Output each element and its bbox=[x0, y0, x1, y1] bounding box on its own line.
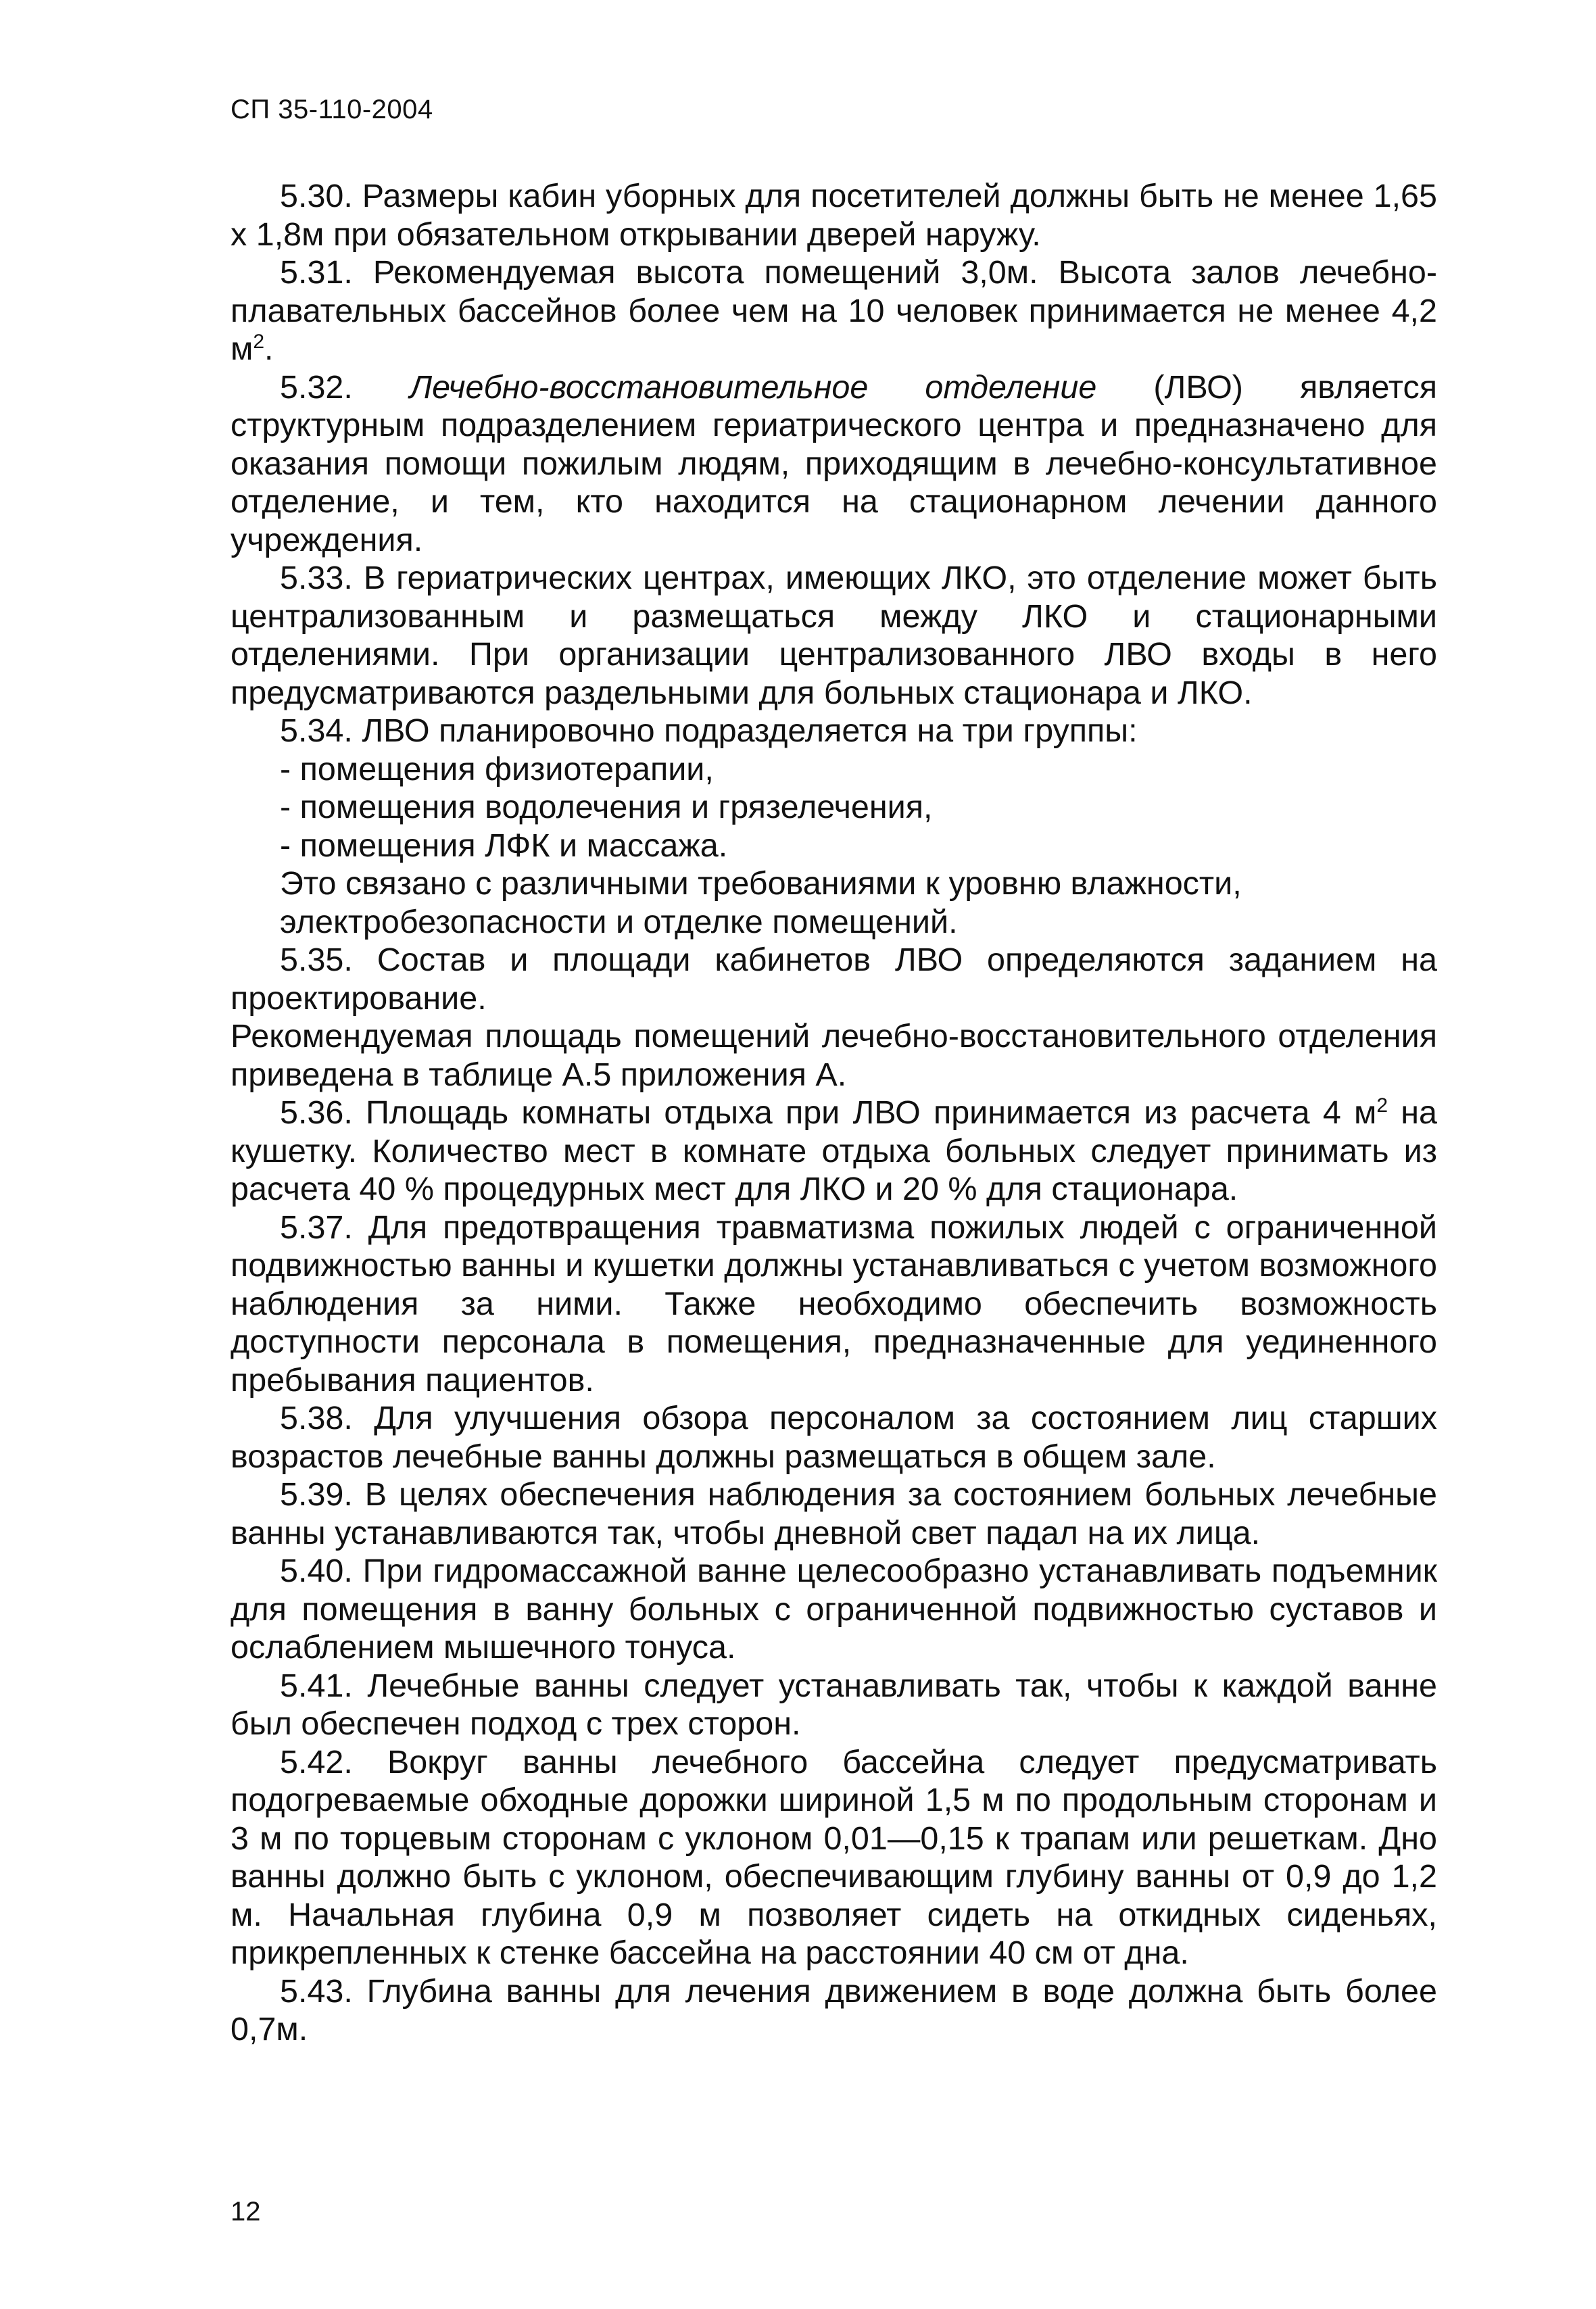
paragraph-5-36 bbox=[231, 1094, 1437, 1209]
paragraph-5-30: 5.30. Размеры кабин уборных для посетителей должны быть не менее 1,65 х 1,8м при обязательном открывании дверей наружу. bbox=[231, 178, 1437, 253]
paragraph-5-33: 5.33. В гериатрических центрах, имеющих ЛКО, это отделение может быть централизованным и размещаться между ЛКО и стационарными отделениями. При организации централизованного ЛВО входы в него предусматриваются раздельными для больных стационара и ЛКО. bbox=[231, 560, 1437, 711]
paragraph-5-32-text: (ЛВО) является структурным подразделением гериатрического центра и предназначено для оказания помощи пожилым людям, приходящим в лечебно-консультативное отделение, и тем, кто находится на стационарном лечении данного учреждения. bbox=[231, 368, 1437, 558]
paragraph-5-38: 5.38. Для улучшения обзора персоналом за состоянием лиц старших возрастов лечебные ванны должны размещаться в общем зале. bbox=[231, 1400, 1437, 1475]
paragraph-5-31-end: . bbox=[264, 331, 274, 367]
paragraph-5-31-text: 5.31. Рекомендуемая высота помещений 3,0м. Высота залов лечебно-плавательных бассейнов более чем на 10 человек принимается не менее 4,2 м bbox=[231, 254, 1437, 367]
paragraph-5-42: 5.42. Вокруг ванны лечебного бассейна следует предусматривать подогреваемые обходные дорожки шириной 1,5 м по продольным сторонам и 3 м по торцевым сторонам с уклоном 0,01—0,15 к трапам или решеткам. Дно ванны должно быть с уклоном, обеспечивающим глубину ванны от 0,9 до 1,2 м. Начальная глубина 0,9 м позволяет сидеть на откидных сиденьях, прикрепленных к стенке бассейна на расстоянии 40 см от дна. bbox=[231, 1743, 1437, 1971]
paragraph-5-35: 5.35. Состав и площади кабинетов ЛВО определяются заданием на проектирование. bbox=[231, 942, 1437, 1017]
document-body bbox=[231, 177, 1437, 2049]
paragraph-5-32 bbox=[231, 368, 1437, 560]
note-line-2: электробезопасности и отделке помещений. bbox=[280, 903, 958, 940]
document-code-header: СП 35-110-2004 bbox=[231, 95, 433, 124]
paragraph-5-40: 5.40. При гидромассажной ванне целесообразно устанавливать подъемник для помещения в ванну больных с ограниченной подвижностью суставов и ослаблением мышечного тонуса. bbox=[231, 1553, 1437, 1666]
paragraph-5-39: 5.39. В целях обеспечения наблюдения за состоянием больных лечебные ванны устанавливаются так, чтобы дневной свет падал на их лица. bbox=[231, 1476, 1437, 1551]
page-number: 12 bbox=[231, 2197, 261, 2227]
paragraph-5-37: 5.37. Для предотвращения травматизма пожилых людей с ограниченной подвижностью ванны и кушетки должны устанавливаться с учетом возможного наблюдения за ними. Также необходимо обеспечить возможность доступности персонала в помещения, предназначенные для уединенного пребывания пациентов. bbox=[231, 1209, 1437, 1399]
paragraph-5-32-term: Лечебно-восстановительное отделение bbox=[409, 368, 1097, 406]
paragraph-5-31 bbox=[231, 253, 1437, 368]
paragraph-5-36-rest: на кушетку. Количество мест в комнате отдыха больных следует принимать из расчета 40 % процедурных мест для ЛКО и 20 % для стационара. bbox=[231, 1094, 1437, 1207]
paragraph-5-43: 5.43. Глубина ванны для лечения движением в воде должна быть более 0,7м. bbox=[231, 1972, 1437, 2047]
list-item: - помещения водолечения и грязелечения, bbox=[280, 789, 933, 825]
superscript-2: 2 bbox=[253, 330, 265, 353]
list-item: - помещения ЛФК и массажа. bbox=[280, 827, 728, 864]
paragraph-5-32-number: 5.32. bbox=[280, 368, 410, 406]
paragraph-5-36-text: 5.36. Площадь комнаты отдыха при ЛВО принимается из расчета 4 м bbox=[280, 1094, 1377, 1131]
paragraph-5-41: 5.41. Лечебные ванны следует устанавливать так, чтобы к каждой ванне был обеспечен подход с трех сторон. bbox=[231, 1667, 1437, 1742]
paragraph-5-34: 5.34. ЛВО планировочно подразделяется на три группы: bbox=[280, 712, 1138, 749]
superscript-2: 2 bbox=[1376, 1094, 1388, 1117]
note-line-1: Это связано с различными требованиями к уровню влажности, bbox=[280, 865, 1242, 902]
paragraph-5-35-recommendation: Рекомендуемая площадь помещений лечебно-восстановительного отделения приведена в таблице А.5 приложения А. bbox=[231, 1018, 1437, 1093]
list-item: - помещения физиотерапии, bbox=[280, 750, 714, 787]
